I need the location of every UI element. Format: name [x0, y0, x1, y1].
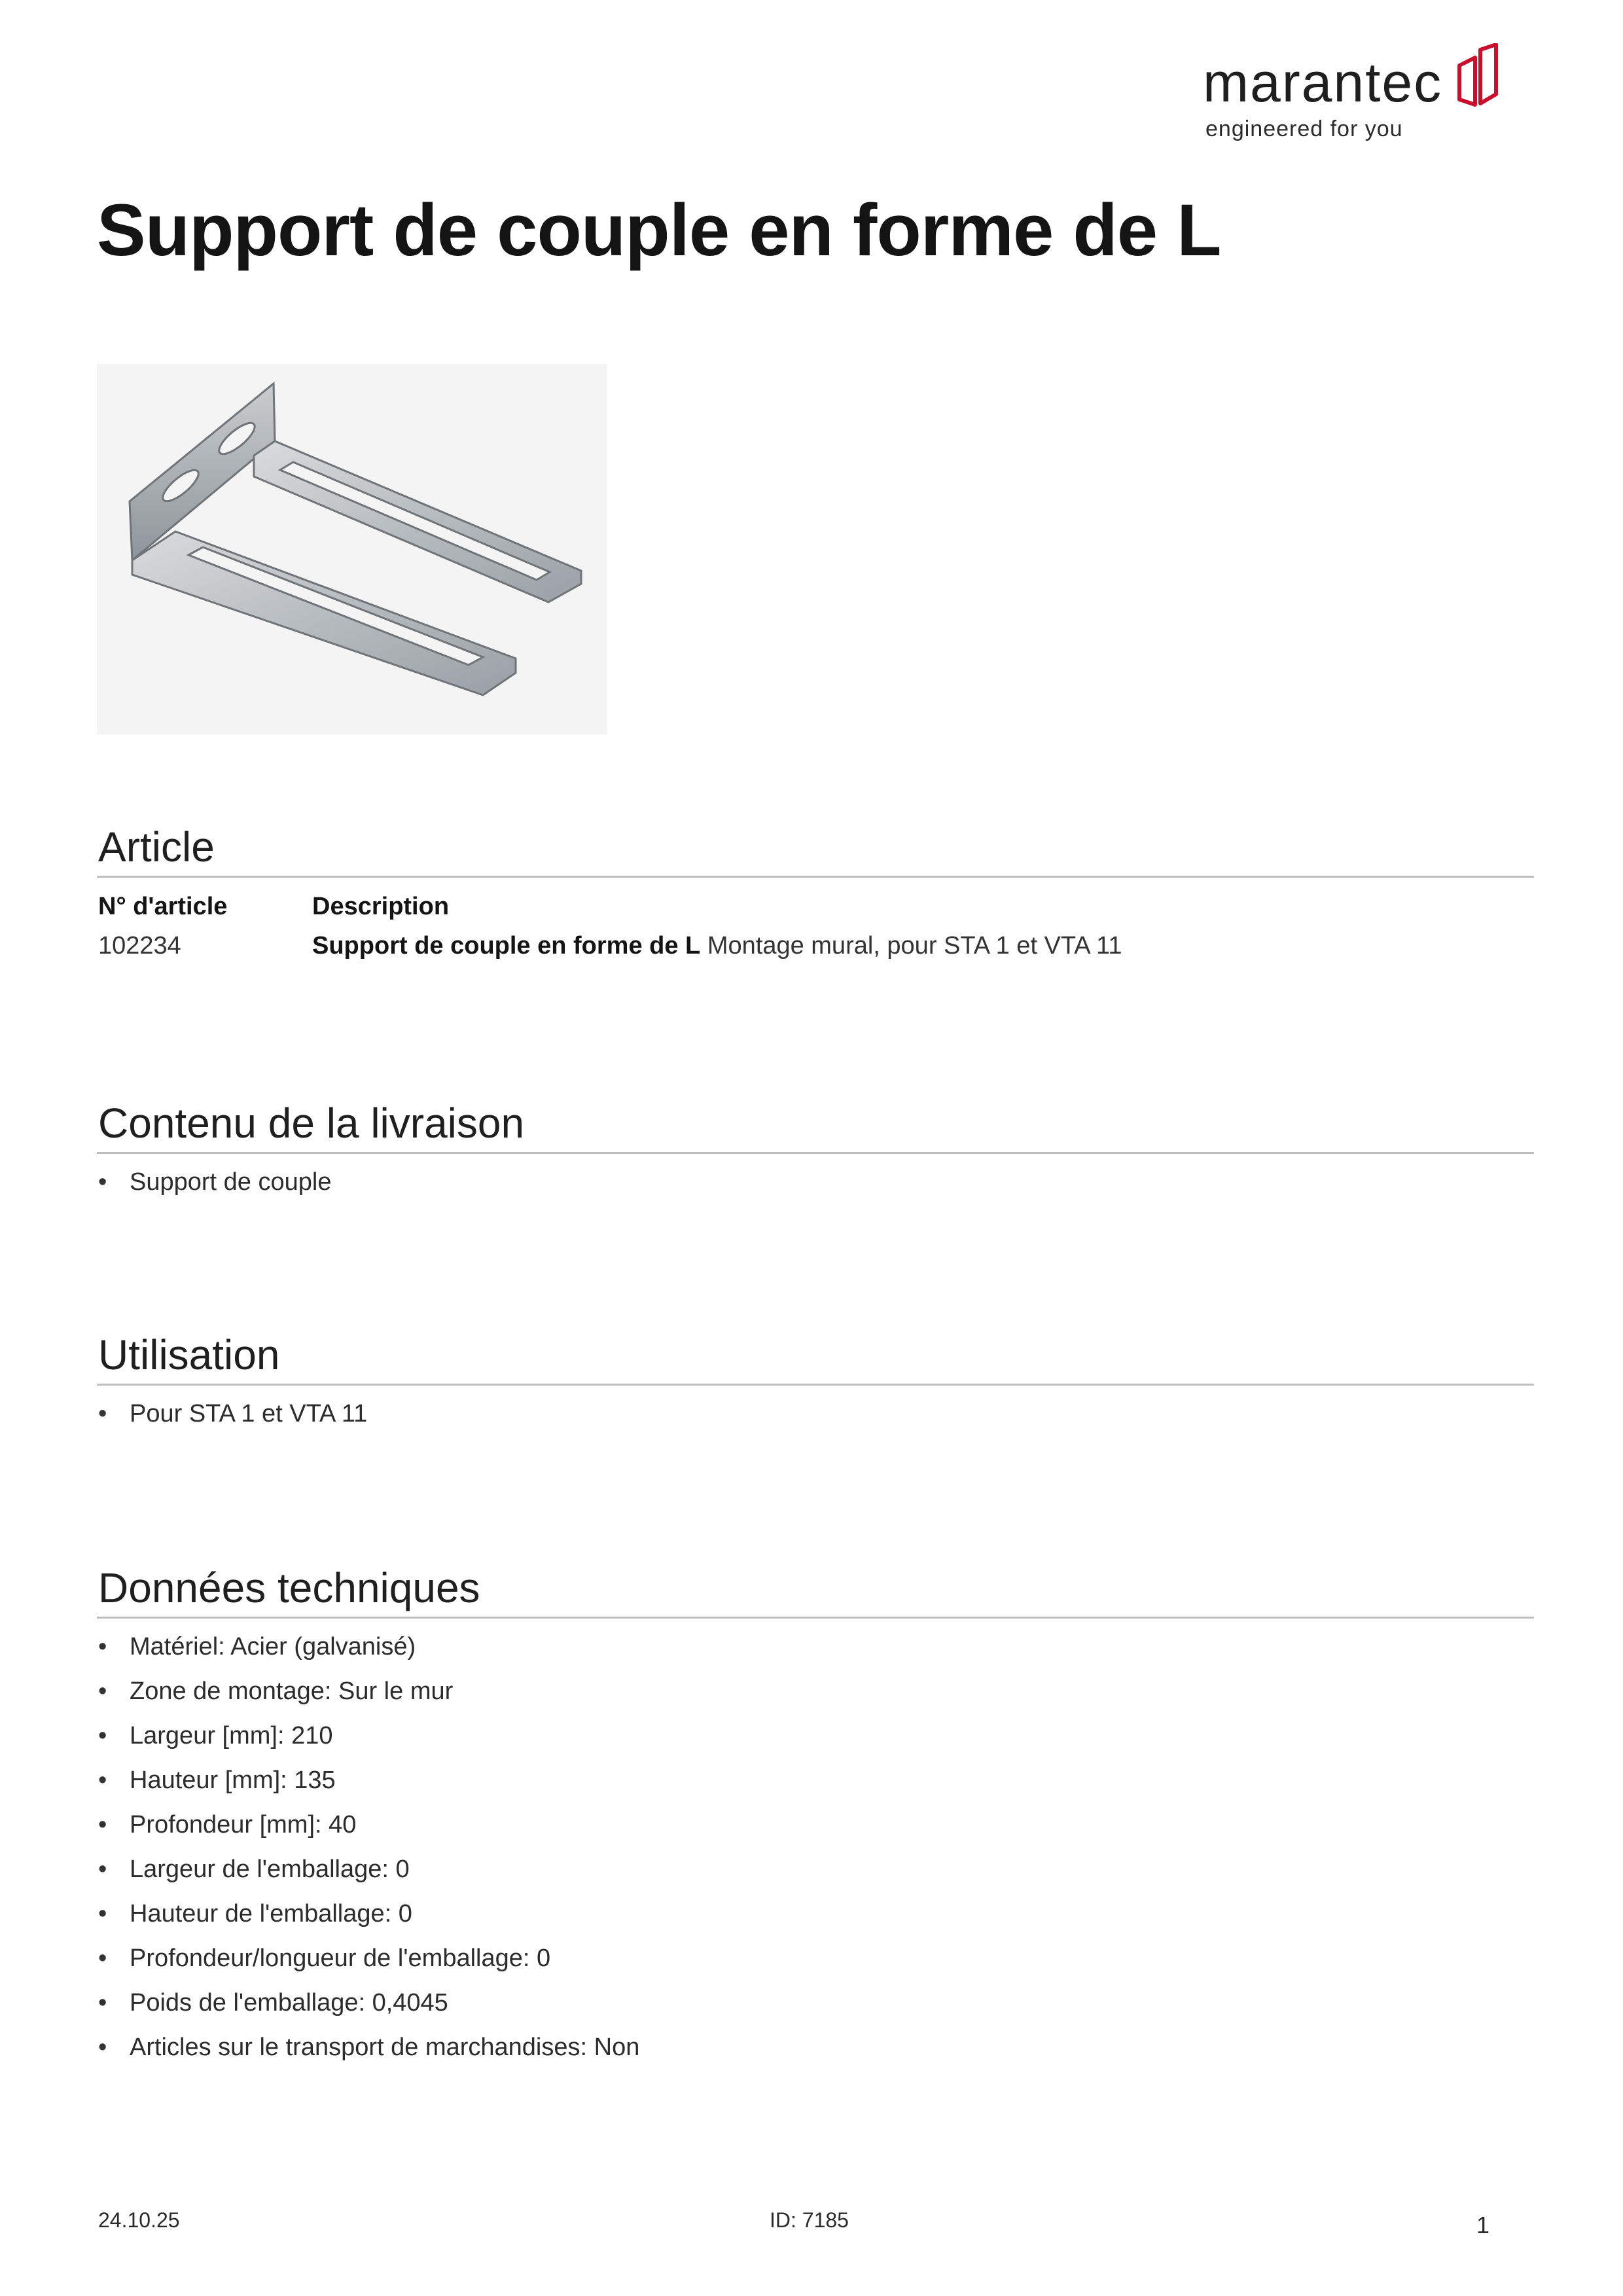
list-item: • Poids de l'emballage: 0,4045 [98, 1981, 639, 2025]
article-number: 102234 [98, 932, 181, 960]
list-item: • Zone de montage: Sur le mur [98, 1669, 639, 1713]
footer-id: ID: 7185 [770, 2208, 849, 2232]
column-header-description: Description [312, 893, 450, 920]
column-header-article-number: N° d'article [98, 893, 228, 920]
bullet-icon: • [98, 1900, 107, 1928]
delivery-list [98, 1160, 331, 1204]
article-description-text: Montage mural, pour STA 1 et VTA 11 [707, 932, 1122, 960]
section-divider [97, 1384, 1534, 1386]
list-item: • Pour STA 1 et VTA 11 [98, 1391, 367, 1436]
section-heading-article: Article [98, 823, 215, 870]
brand-logo [1203, 43, 1504, 148]
usage-list [98, 1391, 367, 1436]
list-item: • Profondeur [mm]: 40 [98, 1803, 639, 1847]
list-item: • Articles sur le transport de marchandises: Non [98, 2025, 639, 2070]
bullet-icon: • [98, 1856, 107, 1883]
bullet-icon: • [98, 1722, 107, 1749]
list-item: • Largeur de l'emballage: 0 [98, 1847, 639, 1892]
bullet-icon: • [98, 1811, 107, 1839]
l-shaped-bracket-icon [97, 364, 607, 734]
section-divider [97, 876, 1534, 878]
section-heading-technical: Données techniques [98, 1564, 480, 1611]
bullet-icon: • [98, 1945, 107, 1972]
section-heading-usage: Utilisation [98, 1331, 280, 1378]
section-heading-delivery: Contenu de la livraison [98, 1100, 525, 1147]
bullet-icon: • [98, 1400, 107, 1427]
list-item: • Profondeur/longueur de l'emballage: 0 [98, 1936, 639, 1981]
bullet-icon: • [98, 1767, 107, 1794]
brand-name: marantec [1203, 52, 1443, 113]
bullet-icon: • [98, 1677, 107, 1705]
footer-date: 24.10.25 [98, 2208, 180, 2232]
list-item: • Hauteur de l'emballage: 0 [98, 1892, 639, 1936]
product-image [97, 364, 607, 734]
marantec-door-icon [1455, 43, 1503, 111]
list-item: • Support de couple [98, 1160, 331, 1204]
list-item: • Matériel: Acier (galvanisé) [98, 1624, 639, 1669]
list-item: • Largeur [mm]: 210 [98, 1713, 639, 1758]
brand-tagline: engineered for you [1205, 117, 1403, 141]
article-name: Support de couple en forme de L [312, 932, 701, 960]
bullet-icon: • [98, 1168, 107, 1196]
bullet-icon: • [98, 1989, 107, 2017]
section-divider [97, 1617, 1534, 1619]
section-divider [97, 1152, 1534, 1154]
bullet-icon: • [98, 2034, 107, 2061]
page-number: 1 [1476, 2212, 1490, 2238]
bullet-icon: • [98, 1633, 107, 1660]
page-title: Support de couple en forme de L [97, 189, 1221, 271]
technical-list [98, 1624, 639, 2070]
list-item: • Hauteur [mm]: 135 [98, 1758, 639, 1803]
article-description [312, 933, 1122, 958]
